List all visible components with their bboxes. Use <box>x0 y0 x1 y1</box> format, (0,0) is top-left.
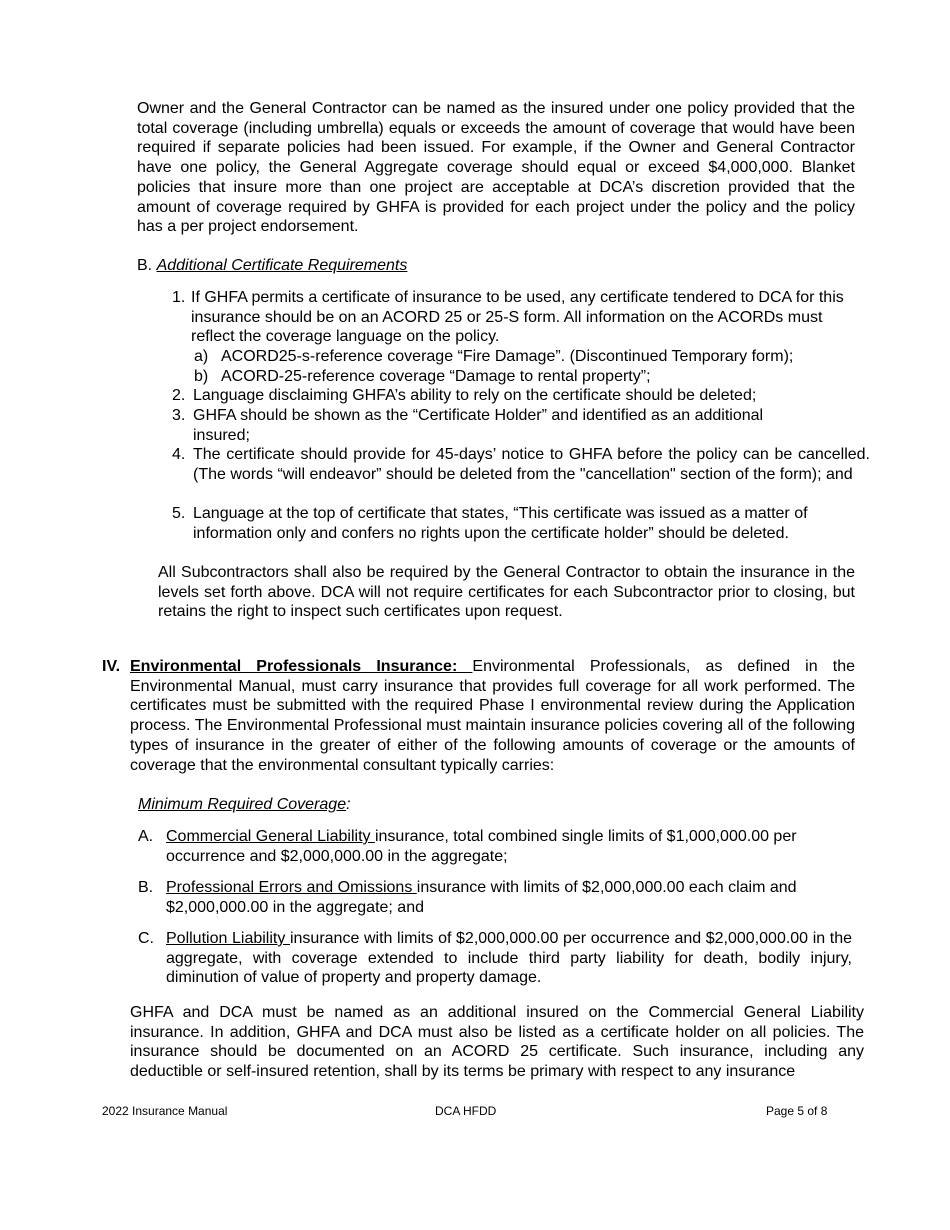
list-item <box>172 406 856 446</box>
sub-item-letter: a) <box>194 348 209 365</box>
section-b-letter: B. <box>137 257 153 274</box>
list-item-text: GHFA should be shown as the “Certificate Holder” and identified as an additional insured; <box>193 407 764 444</box>
list-item-text: Language disclaiming GHFA’s ability to rely on the certificate should be deleted; <box>193 387 757 404</box>
footer-page-number: Page 5 of 8 <box>766 1104 828 1118</box>
coverage-name: Professional Errors and Omissions <box>166 879 417 896</box>
coverage-letter: C. <box>138 930 154 947</box>
list-item-number: 4. <box>172 446 186 463</box>
coverage-item <box>138 827 854 867</box>
subcontractor-paragraph: All Subcontractors shall also be required by the General Contractor to obtain the insurance in the levels set forth above. DCA will not require certificates for each Subcontractor prior to closing, but retains the right to inspect such certificates upon request. <box>158 564 855 621</box>
coverage-item <box>138 878 854 918</box>
section-iv-title: Environmental Professionals Insurance: <box>130 658 473 675</box>
section-iv-intro <box>130 657 855 775</box>
list-item <box>172 288 856 348</box>
list-item-text: If GHFA permits a certificate of insurance to be used, any certificate tendered to DCA for this insurance should be on an ACORD 25 or 25-S form. All information on the ACORDs must reflect the coverage language on the policy. <box>191 289 844 346</box>
coverage-text: Pollution Liability insurance with limits of $2,000,000.00 per occurrence and $2,000,000.00 in the aggregate, with coverage extended to include third party liability for death, bodily injury, diminution of value of property and property damage. <box>166 930 853 987</box>
closing-paragraph: GHFA and DCA must be named as an additional insured on the Commercial General Liability insurance. In addition, GHFA and DCA must also be listed as a certificate holder on all policies. The insurance should be documented on an ACORD 25 certificate. Such insurance, including any deductible or self-insured retention, shall by its terms be primary with respect to any insurance <box>130 1004 864 1081</box>
list-item-number: 1. <box>172 289 186 306</box>
list-item-number: 5. <box>172 505 186 522</box>
coverage-text: Commercial General Liability insurance, total combined single limits of $1,000,000.00 per occurrence and $2,000,000.00 in the aggregate; <box>166 828 797 865</box>
footer-center: DCA HFDD <box>435 1104 497 1118</box>
section-b-heading <box>137 256 407 276</box>
list-item-text: The certificate should provide for 45-days’ notice to GHFA before the policy can be cancelled. (The words “will endeavor” should be deleted from the "cancellation" section of the form); and <box>193 446 870 483</box>
coverage-letter: A. <box>138 828 154 845</box>
sub-item-text: ACORD-25-reference coverage “Damage to rental property”; <box>221 368 651 385</box>
list-item-number: 2. <box>172 387 186 404</box>
list-item-text: Language at the top of certificate that states, “This certificate was issued as a matter of information only and confers no rights upon the certificate holder” should be deleted. <box>193 505 808 542</box>
coverage-letter: B. <box>138 879 154 896</box>
footer-left: 2022 Insurance Manual <box>102 1104 228 1118</box>
coverage-name: Pollution Liability <box>166 930 290 947</box>
intro-paragraph: Owner and the General Contractor can be named as the insured under one policy provided that the total coverage (including umbrella) equals or exceeds the amount of coverage that would have been required if separate policies had been issued. For example, if the Owner and General Contractor have one policy, the General Aggregate coverage should equal or exceed $4,000,000. Blanket policies that insure more than one project are acceptable at DCA’s discretion provided that the amount of coverage required by GHFA is provided for each project under the policy and the policy has a per project endorsement. <box>137 100 855 236</box>
section-iv-intro-text: Environmental Professionals, as defined in the Environmental Manual, must carry insurance that provides full coverage for all work performed. The certificates must be submitted with the required Phase I environmental review during the Application process. The Environmental Professional must maintain insurance policies covering all of the following types of insurance in the greater of either of the following amounts of coverage or the amounts of coverage that the environmental consultant typically carries: <box>130 658 856 774</box>
list-item <box>172 386 856 406</box>
coverage-name: Commercial General Liability <box>166 828 375 845</box>
coverage-text: Professional Errors and Omissions insurance with limits of $2,000,000.00 each claim and $2,000,000.00 in the aggregate; and <box>166 879 797 916</box>
list-item <box>172 504 856 544</box>
minimum-coverage-label: Minimum Required Coverage <box>138 796 347 813</box>
minimum-coverage-heading: Minimum Required Coverage: <box>138 796 351 813</box>
section-b-title: Additional Certificate Requirements <box>156 257 408 274</box>
list-item-number: 3. <box>172 407 186 424</box>
sub-item-text: ACORD25-s-reference coverage “Fire Damage”. (Discontinued Temporary form); <box>221 348 794 365</box>
section-iv-numeral: IV. <box>102 658 121 675</box>
list-item <box>172 445 872 505</box>
coverage-item <box>138 929 854 989</box>
sub-item-letter: b) <box>194 368 209 385</box>
